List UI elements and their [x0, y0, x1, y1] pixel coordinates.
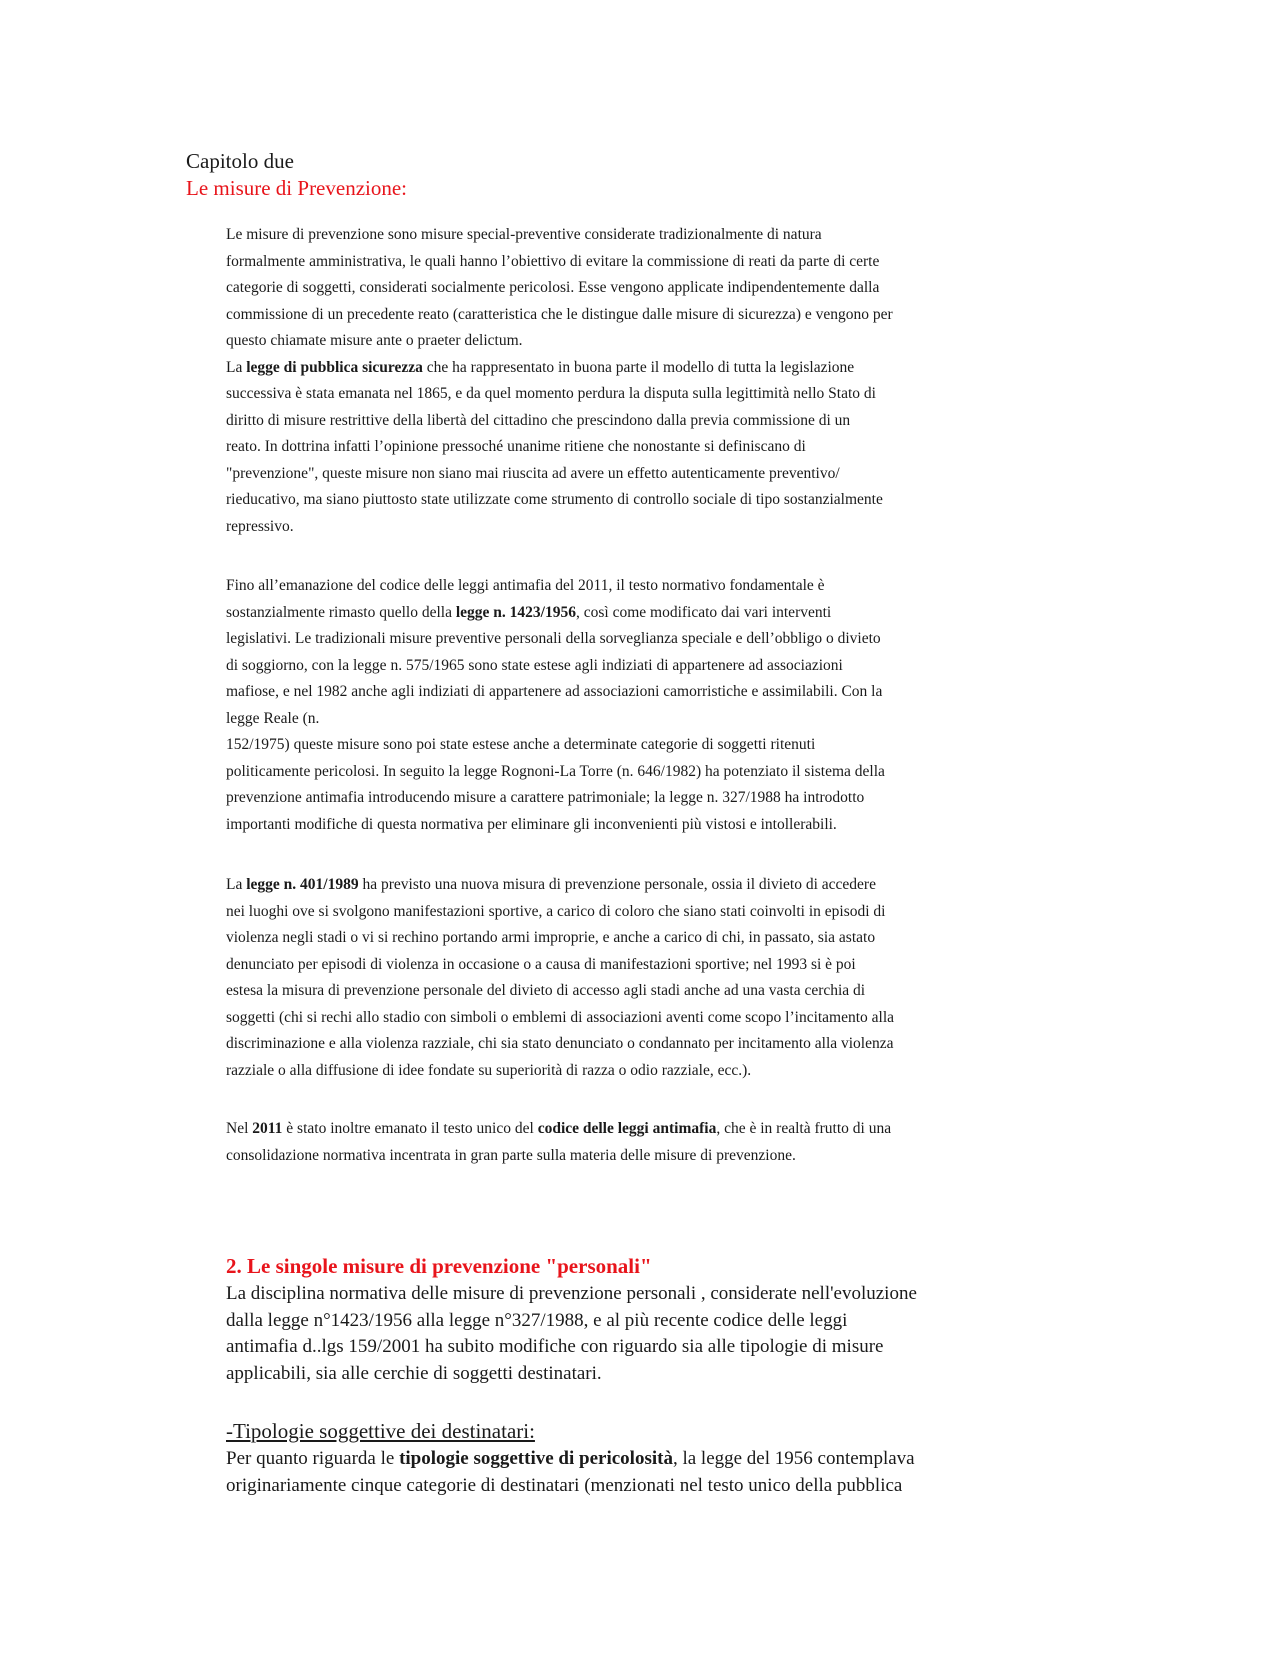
chapter-title: Le misure di Prevenzione:	[186, 176, 408, 200]
text-line: repressivo.	[226, 517, 294, 535]
text-run: , la legge del 1956 contemplava	[672, 1448, 915, 1469]
text-run: , che è in realtà frutto di una	[716, 1120, 892, 1137]
text-line: dalla legge n°1423/1956 alla legge n°327/1988, e al più recente codice delle leggi	[226, 1309, 848, 1331]
text-run: ha previsto una nuova misura di prevenzione personale, ossia il divieto di accedere	[358, 876, 876, 893]
text-line: "prevenzione", queste misure non siano mai riuscita ad avere un effetto autenticamente preventivo/	[226, 464, 840, 482]
bold-term-2011: 2011	[252, 1120, 283, 1137]
text-line	[226, 600, 996, 627]
text-line: soggetti (chi si rechi allo stadio con simboli o emblemi di associazioni aventi come scopo l’incitamento alla	[226, 1008, 895, 1026]
chapter-label: Capitolo due	[186, 149, 294, 173]
text-line: commissione di un precedente reato (caratteristica che le distingue dalle misure di sicurezza) e vengono per	[226, 305, 893, 323]
section-heading: 2. Le singole misure di prevenzione "personali"	[226, 1254, 652, 1278]
text-line: successiva è stata emanata nel 1865, e da quel momento perdura la disputa sulla legittimità nello Stato di	[226, 385, 876, 402]
text-line: reato. In dottrina infatti l’opinione pressoché unanime ritiene che nonostante si definiscano di	[226, 438, 806, 455]
text-line: Le misure di prevenzione sono misure special-preventive considerate tradizionalmente di natura	[226, 226, 822, 243]
text-line	[226, 355, 996, 382]
text-run: La	[226, 876, 247, 893]
text-line: Fino all’emanazione del codice delle leggi antimafia del 2011, il testo normativo fondamentale è	[226, 577, 825, 594]
subsection-paragraph	[226, 1446, 1006, 1499]
text-line	[226, 872, 996, 899]
text-line: originariamente cinque categorie di destinatari (menzionati nel testo unico della pubblica	[226, 1474, 903, 1496]
text-line: razziale o alla diffusione di idee fondate su superiorità di razza o odio razziale, ecc.).	[226, 1061, 752, 1079]
subsection-heading: -Tipologie soggettive dei destinatari:	[226, 1419, 535, 1443]
text-line: violenza negli stadi o vi si rechino portando armi improprie, e anche a carico di chi, in passato, sia astato	[226, 929, 876, 946]
bold-term-legge-1423-1956: legge n. 1423/1956	[455, 603, 576, 621]
text-line	[226, 1446, 1006, 1473]
text-line: 152/1975) queste misure sono poi state estese anche a determinate categorie di soggetti ritenuti	[226, 736, 816, 753]
text-run: che ha rappresentato in buona parte il modello di tutta la legislazione	[422, 358, 855, 376]
text-run: Nel	[226, 1120, 253, 1137]
text-run: La	[226, 358, 247, 376]
bold-term-legge-pubblica-sicurezza: legge di pubblica sicurezza	[246, 358, 423, 376]
text-line: La disciplina normativa delle misure di prevenzione personali , considerate nell'evoluzione	[226, 1283, 917, 1304]
text-run: è stato inoltre emanato il testo unico del	[282, 1120, 538, 1137]
text-line: mafiose, e nel 1982 anche agli indiziati di appartenere ad associazioni camorristiche e assimilabili. Con la	[226, 683, 883, 700]
text-line: categorie di soggetti, considerati socialmente pericolosi. Esse vengono applicate indipendentemente dalla	[226, 279, 880, 296]
paragraph-block-1	[226, 222, 996, 540]
text-line: consolidazione normativa incentrata in gran parte sulla materia delle misure di prevenzione.	[226, 1146, 796, 1164]
section-paragraph	[226, 1281, 1006, 1387]
text-line: prevenzione antimafia introducendo misure a carattere patrimoniale; la legge n. 327/1988 ha introdotto	[226, 789, 865, 806]
text-line: importanti modifiche di questa normativa per eliminare gli inconvenienti più vistosi e intollerabili.	[226, 815, 837, 833]
text-line: legislativi. Le tradizionali misure preventive personali della sorveglianza speciale e dell’obbligo o divieto	[226, 630, 881, 647]
bold-term-codice-leggi-antimafia: codice delle leggi antimafia	[537, 1120, 717, 1137]
paragraph-block-4	[226, 1116, 996, 1169]
text-line: estesa la misura di prevenzione personale del divieto di accesso agli stadi anche ad una vasta cerchia di	[226, 982, 866, 999]
text-run: Per quanto riguarda le	[226, 1448, 400, 1469]
bold-term-tipologie-soggettive: tipologie soggettive di pericolosità	[399, 1448, 673, 1469]
text-line: nei luoghi ove si svolgono manifestazioni sportive, a carico di coloro che siano stati coinvolti in episodi di	[226, 902, 886, 920]
text-line: questo chiamate misure ante o praeter delictum.	[226, 332, 523, 349]
text-line: discriminazione e alla violenza razziale, chi sia stato denunciato o condannato per incitamento alla violenza	[226, 1035, 894, 1052]
text-line: antimafia d..lgs 159/2001 ha subito modifiche con riguardo sia alle tipologie di misure	[226, 1336, 884, 1357]
text-line: diritto di misure restrittive della libertà del cittadino che prescindono dalla previa commissione di un	[226, 411, 851, 429]
text-line: di soggiorno, con la legge n. 575/1965 sono state estese agli indiziati di appartenere ad associazioni	[226, 656, 843, 674]
text-line: applicabili, sia alle cerchie di soggetti destinatari.	[226, 1362, 602, 1384]
paragraph-block-3	[226, 872, 996, 1084]
paragraph-block-2	[226, 573, 996, 838]
text-run: sostanzialmente rimasto quello della	[226, 603, 456, 621]
text-line: formalmente amministrativa, le quali hanno l’obiettivo di evitare la commissione di reati da parte di certe	[226, 252, 880, 270]
text-line: denunciato per episodi di violenza in occasione o a causa di manifestazioni sportive; nel 1993 si è poi	[226, 955, 856, 973]
text-line: legge Reale (n.	[226, 709, 320, 727]
text-line: politicamente pericolosi. In seguito la legge Rognoni-La Torre (n. 646/1982) ha potenziato il sistema della	[226, 762, 885, 780]
text-line	[226, 1116, 996, 1143]
bold-term-legge-401-1989: legge n. 401/1989	[246, 876, 359, 893]
text-line: rieducativo, ma siano piuttosto state utilizzate come strumento di controllo sociale di tipo sostanzialmente	[226, 491, 883, 508]
text-run: , così come modificato dai vari interventi	[575, 603, 832, 621]
